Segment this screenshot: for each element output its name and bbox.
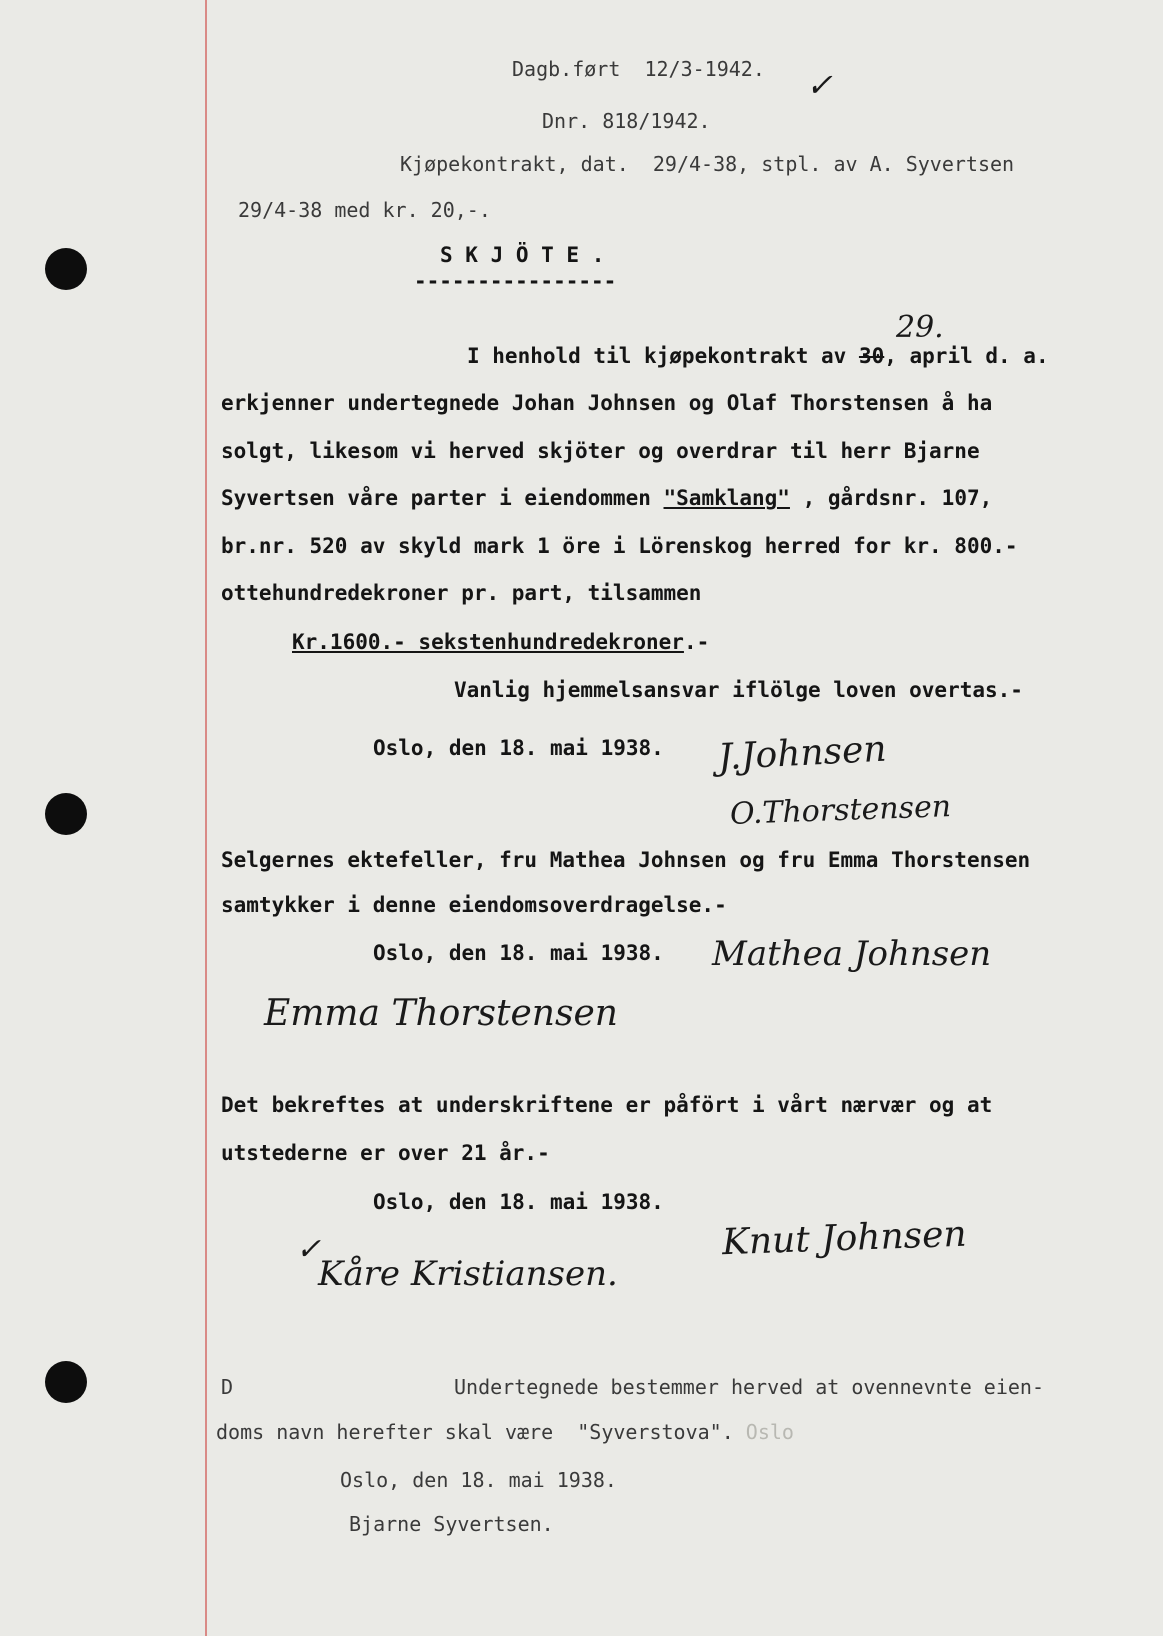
body-line-6: ottehundredekroner pr. part, tilsammen — [221, 581, 702, 605]
signature-mathea: Mathea Johnsen — [712, 934, 992, 974]
spouses-line-2: samtykker i denne eiendomsoverdragelse.- — [221, 893, 727, 917]
property-name: "Samklang" — [663, 486, 790, 510]
signature-thorstensen: O.Thorstensen — [729, 789, 952, 832]
spouses-date: Oslo, den 18. mai 1938. — [373, 941, 664, 965]
signature-kristiansen: Kåre Kristiansen. — [318, 1254, 618, 1294]
contract-line-1: Kjøpekontrakt, dat. 29/4-38, stpl. av A. Syvertsen — [400, 152, 1015, 176]
witness-line-1: Det bekreftes at underskriftene er påfört i vårt nærvær og at — [221, 1093, 993, 1117]
dagbok-line: Dagb.ført 12/3-1942. — [512, 57, 765, 81]
body-line-3: solgt, likesom vi herved skjöter og overdrar til herr Bjarne — [221, 439, 980, 463]
witness-check-mark: ✓ — [296, 1232, 322, 1267]
body-line-5: br.nr. 520 av skyld mark 1 öre i Lörenskog herred for kr. 800.- — [221, 534, 1018, 558]
body-line-7: Kr.1600.- sekstenhundredekroner.- — [292, 630, 710, 654]
punch-hole — [45, 793, 87, 835]
naming-letter: D — [221, 1375, 234, 1399]
witness-line-2: utstederne er over 21 år.- — [221, 1141, 550, 1165]
naming-line-1: Undertegnede bestemmer herved at ovennevnte eien- — [454, 1375, 1045, 1399]
body-date: Oslo, den 18. mai 1938. — [373, 736, 664, 760]
body-line-4: Syvertsen våre parter i eiendommen "Samklang" , gårdsnr. 107, — [221, 486, 993, 510]
margin-rule — [205, 0, 207, 1636]
title-underline: ---------------- — [414, 269, 617, 293]
naming-line-2: doms navn herefter skal være "Syverstova". Oslo — [216, 1420, 794, 1444]
body-line-1: I henhold til kjøpekontrakt av 30, april d. a. — [467, 344, 1049, 368]
punch-hole — [45, 248, 87, 290]
date-correction: 29. — [896, 310, 944, 345]
signature-knut: Knut Johnsen — [721, 1213, 968, 1264]
struck-date: 30 — [858, 344, 885, 368]
naming-date: Oslo, den 18. mai 1938. — [340, 1468, 617, 1492]
check-mark: ✓ — [806, 66, 833, 104]
body-line-8: Vanlig hjemmelsansvar iflölge loven overtas.- — [454, 678, 1023, 702]
signature-johnsen: J.Johnsen — [717, 728, 888, 779]
signature-emma: Emma Thorstensen — [264, 993, 618, 1034]
witness-date: Oslo, den 18. mai 1938. — [373, 1190, 664, 1214]
dnr-line: Dnr. 818/1942. — [542, 109, 711, 133]
naming-signer: Bjarne Syvertsen. — [349, 1512, 554, 1536]
spouses-line-1: Selgernes ektefeller, fru Mathea Johnsen og fru Emma Thorstensen — [221, 848, 1031, 872]
total-amount: Kr.1600.- sekstenhundredekroner — [292, 630, 684, 654]
document-title: S K J Ö T E . — [440, 243, 605, 267]
punch-hole — [45, 1361, 87, 1403]
contract-line-2: 29/4-38 med kr. 20,-. — [238, 198, 491, 222]
body-line-2: erkjenner undertegnede Johan Johnsen og Olaf Thorstensen å ha — [221, 391, 993, 415]
